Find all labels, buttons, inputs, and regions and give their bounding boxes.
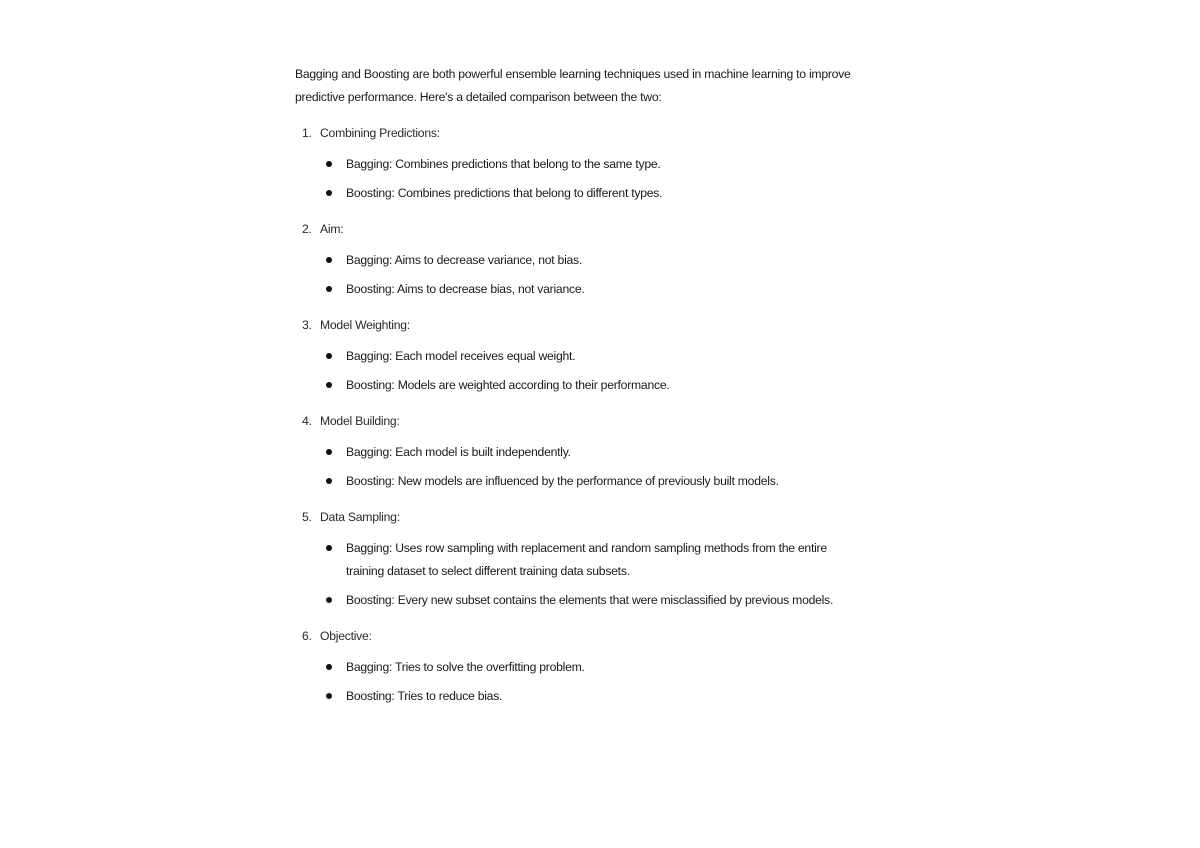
bullet-list <box>295 656 875 708</box>
section-heading <box>295 122 875 145</box>
bullet-icon <box>326 449 332 455</box>
list-item-text: Bagging: Each model receives equal weight. <box>346 349 576 363</box>
list-item <box>295 278 846 301</box>
list-item <box>295 345 846 368</box>
section-model-weighting <box>295 314 875 397</box>
list-item <box>295 537 846 583</box>
bullet-list <box>295 537 875 612</box>
section-title: Objective: <box>320 629 372 643</box>
list-item-text: Boosting: Tries to reduce bias. <box>346 689 503 703</box>
section-number: 2. <box>302 222 312 236</box>
bullet-icon <box>326 382 332 388</box>
section-title: Data Sampling: <box>320 510 400 524</box>
bullet-icon <box>326 693 332 699</box>
bullet-icon <box>326 664 332 670</box>
list-item-text: Boosting: Every new subset contains the elements that were misclassified by previous models. <box>346 593 834 607</box>
bullet-list <box>295 153 875 205</box>
bullet-icon <box>326 257 332 263</box>
list-item <box>295 153 846 176</box>
bullet-list <box>295 345 875 397</box>
list-item-text: Bagging: Uses row sampling with replacement and random sampling methods from the entire training dataset to select different training data subsets. <box>346 541 827 578</box>
section-number: 6. <box>302 629 312 643</box>
section-title: Aim: <box>320 222 344 236</box>
bullet-icon <box>326 478 332 484</box>
bullet-icon <box>326 545 332 551</box>
bullet-icon <box>326 597 332 603</box>
section-title: Combining Predictions: <box>320 126 440 140</box>
section-aim <box>295 218 875 301</box>
list-item <box>295 374 846 397</box>
list-item <box>295 685 846 708</box>
document-body <box>295 63 875 708</box>
list-item <box>295 249 846 272</box>
list-item-text: Bagging: Each model is built independently. <box>346 445 571 459</box>
bullet-list <box>295 441 875 493</box>
list-item-text: Bagging: Aims to decrease variance, not bias. <box>346 253 583 267</box>
list-item <box>295 182 846 205</box>
bullet-icon <box>326 161 332 167</box>
section-title: Model Weighting: <box>320 318 410 332</box>
bullet-list <box>295 249 875 301</box>
bullet-icon <box>326 190 332 196</box>
bullet-icon <box>326 286 332 292</box>
section-number: 5. <box>302 510 312 524</box>
section-number: 3. <box>302 318 312 332</box>
list-item <box>295 656 846 679</box>
list-item <box>295 470 846 493</box>
section-heading <box>295 506 875 529</box>
section-combining-predictions <box>295 122 875 205</box>
list-item <box>295 441 846 464</box>
section-number: 4. <box>302 414 312 428</box>
bullet-icon <box>326 353 332 359</box>
list-item-text: Boosting: Aims to decrease bias, not variance. <box>346 282 585 296</box>
list-item-text: Bagging: Tries to solve the overfitting problem. <box>346 660 585 674</box>
section-data-sampling <box>295 506 875 612</box>
section-heading <box>295 218 875 241</box>
section-model-building <box>295 410 875 493</box>
list-item-text: Boosting: Combines predictions that belong to different types. <box>346 186 663 200</box>
section-title: Model Building: <box>320 414 400 428</box>
section-heading <box>295 410 875 433</box>
section-objective <box>295 625 875 708</box>
list-item-text: Bagging: Combines predictions that belong to the same type. <box>346 157 661 171</box>
section-number: 1. <box>302 126 312 140</box>
list-item <box>295 589 846 612</box>
list-item-text: Boosting: Models are weighted according to their performance. <box>346 378 670 392</box>
section-heading <box>295 625 875 648</box>
section-heading <box>295 314 875 337</box>
intro-paragraph: Bagging and Boosting are both powerful ensemble learning techniques used in machine learning to improve predictive performance. Here's a detailed comparison between the two: <box>295 67 851 104</box>
comparison-list <box>295 122 875 708</box>
list-item-text: Boosting: New models are influenced by the performance of previously built models. <box>346 474 779 488</box>
